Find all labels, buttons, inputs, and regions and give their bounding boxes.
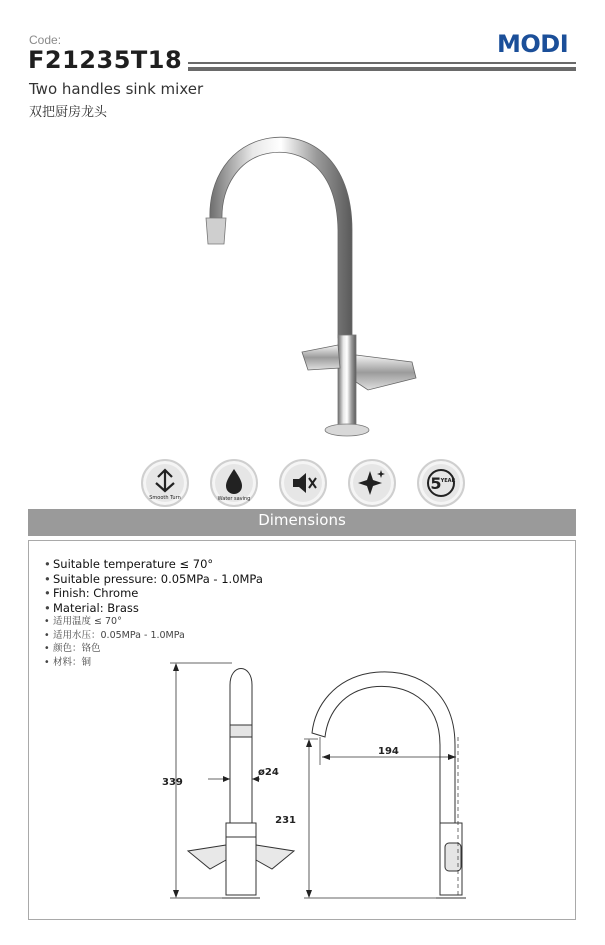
brand-logo: MODI <box>497 30 569 58</box>
dim-height-total: 339 <box>162 777 183 788</box>
warranty-number: 5 <box>430 474 442 493</box>
product-image <box>180 120 430 445</box>
product-title-cn: 双把厨房龙头 <box>29 105 108 120</box>
feature-label-smooth-turn: Smooth Turn <box>149 495 181 501</box>
dim-spout-height: 231 <box>275 815 296 826</box>
spec-item: • Suitable temperature ≤ 70° <box>44 557 214 571</box>
water-drop-icon <box>210 459 258 507</box>
smooth-turn-icon <box>141 459 189 507</box>
code-label: Code: <box>29 33 62 47</box>
header-rule-top <box>188 62 576 64</box>
5-year-icon <box>417 459 465 507</box>
spec-item: • 颜色：铬色 <box>44 643 101 655</box>
spec-item: • 适用温度 ≤ 70° <box>44 616 122 628</box>
product-title-en: Two handles sink mixer <box>29 80 204 98</box>
dimensions-section-title: Dimensions <box>258 511 346 529</box>
spec-item: • 材料：铜 <box>44 656 92 668</box>
spec-item: • Suitable pressure: 0.05MPa - 1.0MPa <box>44 571 263 586</box>
dim-diameter: ø24 <box>258 767 279 778</box>
warranty-unit: YEAR <box>440 478 456 484</box>
spec-item: • Finish: Chrome <box>44 586 139 601</box>
sparkle-icon <box>348 459 396 507</box>
feature-label-water-saving: Water saving <box>217 496 251 502</box>
mute-speaker-icon <box>279 459 327 507</box>
dim-spout-reach: 194 <box>378 746 399 757</box>
spec-list <box>44 557 263 669</box>
product-code: F21235T18 <box>28 46 183 74</box>
header-rule-bottom <box>188 67 576 71</box>
spec-item: • Material: Brass <box>44 600 139 615</box>
technical-drawing <box>160 655 480 905</box>
spec-item: • 适用水压：0.05MPa - 1.0MPa <box>44 629 185 641</box>
